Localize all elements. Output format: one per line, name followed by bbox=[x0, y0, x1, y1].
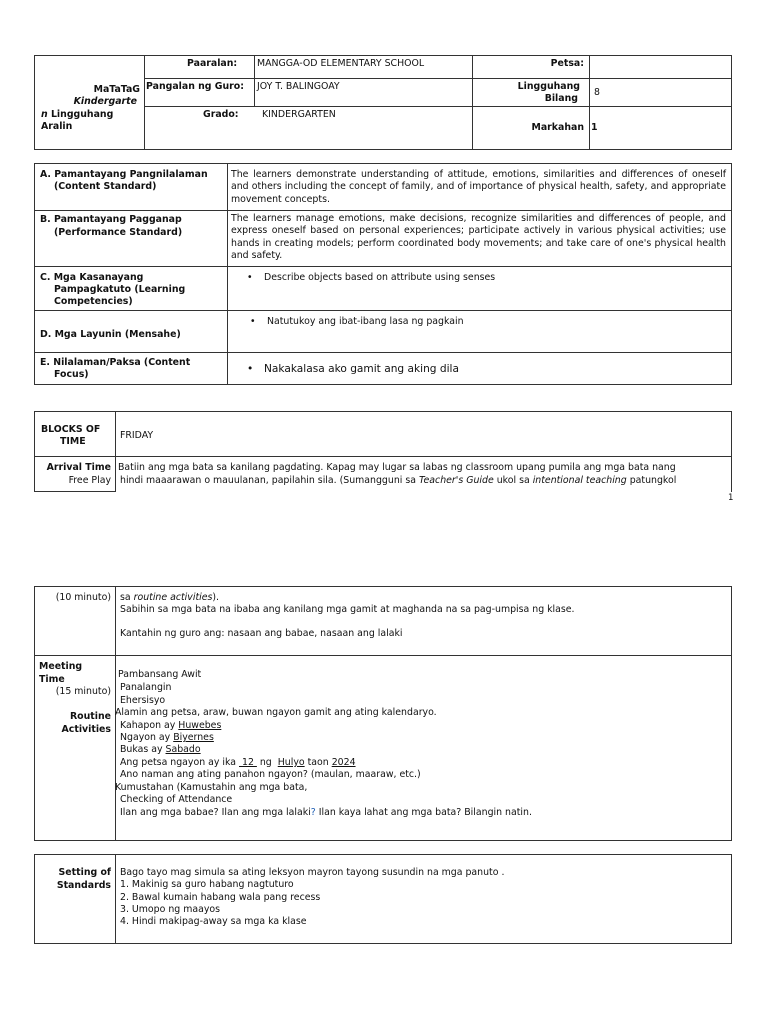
teacher-value: JOY T. BALINGOAY bbox=[257, 81, 340, 92]
blocks-divider bbox=[115, 655, 116, 841]
routine-item: Checking of Attendance bbox=[120, 794, 233, 805]
setting-standards-label: Setting of bbox=[58, 867, 111, 878]
routine-item: Alamin ang petsa, araw, buwan ngayon gamit ang ating kalendaryo. bbox=[115, 707, 437, 718]
date-label: Petsa: bbox=[550, 58, 584, 69]
blocks-divider bbox=[115, 586, 116, 656]
header-divider bbox=[144, 78, 732, 79]
week-value: 8 bbox=[594, 87, 600, 98]
day-label: FRIDAY bbox=[120, 430, 154, 441]
competencies-text: • Describe objects based on attribute using senses bbox=[264, 272, 495, 284]
competencies-label: Competencies) bbox=[54, 296, 133, 307]
objectives-text: • Natutukoy ang ibat-ibang lasa ng pagkain bbox=[267, 316, 464, 328]
standards-divider bbox=[34, 266, 732, 267]
blocks-divider bbox=[115, 854, 116, 944]
routine-item: Ilan ang mga babae? Ilan ang mga lalaki? Ilan kaya lahat ang mga bata? Bilangin natin. bbox=[120, 807, 532, 818]
routine-item: Ang petsa ngayon ay ika 12 ng Hulyo taon 2024 bbox=[120, 757, 356, 768]
week-label: Bilang bbox=[544, 93, 578, 104]
routine-activities-label: Routine bbox=[69, 711, 111, 722]
header-divider bbox=[144, 106, 732, 107]
standards-rule: 1. Makinig sa guro habang nagtuturo bbox=[120, 879, 294, 890]
setting-standards-intro: Bago tayo mag simula sa ating leksyon mayron tayong susundin na mga panuto . bbox=[120, 867, 505, 878]
lesson-title: Aralin bbox=[41, 121, 73, 132]
setting-standards-label: Standards bbox=[56, 880, 111, 891]
standards-rule: 4. Hindi makipag-away sa mga ka klase bbox=[120, 916, 307, 927]
arrival-continuation-text: sa routine activities). bbox=[120, 592, 220, 603]
header-divider bbox=[472, 55, 473, 150]
grade-label: Grado: bbox=[203, 109, 239, 120]
week-label: Lingguhang bbox=[517, 81, 580, 92]
competencies-label: C. Mga Kasanayang bbox=[40, 272, 144, 283]
routine-item: Kahapon ay Huwebes bbox=[120, 720, 222, 731]
blocks-heading: BLOCKS OF bbox=[41, 424, 101, 435]
routine-item: Panalangin bbox=[120, 682, 172, 693]
routine-item: Bukas ay Sabado bbox=[120, 744, 201, 755]
standards-divider bbox=[34, 352, 732, 353]
objectives-label: D. Mga Layunin (Mensahe) bbox=[40, 329, 181, 340]
content-standard-label: A. Pamantayang Pangnilalaman bbox=[40, 169, 208, 180]
blocks-heading: TIME bbox=[60, 436, 86, 447]
performance-standard-label: (Performance Standard) bbox=[54, 227, 183, 238]
blocks-divider bbox=[34, 456, 732, 457]
content-standard-label: (Content Standard) bbox=[54, 181, 157, 192]
competencies-label: Pampagkatuto (Learning bbox=[54, 284, 186, 295]
arrival-text: Batiin ang mga bata sa kanilang pagdating. Kapag may lugar sa labas ng classroom upang pumila ang mga bata nang bbox=[118, 462, 676, 473]
performance-standard-label: B. Pamantayang Pagganap bbox=[40, 214, 182, 225]
routine-item: Kumustahan (Kamustahin ang mga bata, bbox=[115, 782, 308, 793]
content-focus-label: Focus) bbox=[54, 369, 89, 380]
blocks-divider bbox=[115, 411, 116, 492]
arrival-time-label: Arrival Time bbox=[46, 462, 111, 473]
header-divider bbox=[254, 55, 255, 106]
routine-item: Ano naman ang ating panahon ngayon? (maulan, maaraw, etc.) bbox=[120, 769, 421, 780]
content-standard-text: The learners demonstrate understanding of attitude, emotions, similarities and differences of oneself and others including the concept of family, and of importance of physical health, safety, and appropriate movement concepts. bbox=[231, 169, 726, 205]
standards-divider bbox=[34, 210, 732, 211]
school-value: MANGGA-OD ELEMENTARY SCHOOL bbox=[257, 58, 425, 69]
standards-divider bbox=[34, 310, 732, 311]
teacher-label: Pangalan ng Guro: bbox=[146, 81, 244, 92]
meeting-time-label: Meeting bbox=[39, 661, 83, 672]
routine-item: Ehersisyo bbox=[120, 695, 166, 706]
quarter-value: 1 bbox=[591, 122, 598, 133]
content-focus-text: • Nakakalasa ako gamit ang aking dila bbox=[264, 363, 459, 375]
standards-rule: 3. Umopo ng maayos bbox=[120, 904, 220, 915]
routine-activities-label: Activities bbox=[61, 724, 111, 735]
blocks-divider bbox=[34, 491, 116, 492]
page-number: 1 bbox=[728, 493, 734, 503]
lesson-title: n Lingguhang bbox=[41, 109, 114, 120]
content-focus-label: E. Nilalaman/Paksa (Content bbox=[40, 357, 191, 368]
quarter-label: Markahan bbox=[531, 122, 584, 133]
grade-value: KINDERGARTEN bbox=[262, 109, 336, 120]
routine-item: Ngayon ay Biyernes bbox=[120, 732, 214, 743]
lesson-title: MaTaTaG bbox=[93, 84, 140, 95]
meeting-time-label: Time bbox=[39, 674, 65, 685]
duration-label: (15 minuto) bbox=[55, 686, 111, 697]
free-play-label: Free Play bbox=[68, 475, 111, 486]
routine-item: Pambansang Awit bbox=[118, 669, 202, 680]
header-divider bbox=[589, 55, 590, 150]
lesson-title: Kindergarte bbox=[73, 96, 137, 107]
header-divider bbox=[144, 55, 145, 150]
performance-standard-text: The learners manage emotions, make decisions, recognize similarities and differences of people, and express oneself based on personal experiences; participate actively in various physical activities; use hands in creating models; perform coordinated body movements; and take care of one's physical health and safety. bbox=[231, 213, 726, 262]
arrival-instruction: Sabihin sa mga bata na ibaba ang kanilang mga gamit at maghanda na sa pag-umpisa ng klase. bbox=[120, 604, 575, 615]
arrival-song: Kantahin ng guro ang: nasaan ang babae, nasaan ang lalaki bbox=[120, 628, 403, 639]
standards-rule: 2. Bawal kumain habang wala pang recess bbox=[120, 892, 321, 903]
school-label: Paaralan: bbox=[187, 58, 238, 69]
arrival-text: hindi maaarawan o mauulanan, papilahin sila. (Sumangguni sa Teacher's Guide ukol sa intentional teaching patungkol bbox=[120, 475, 677, 486]
duration-label: (10 minuto) bbox=[55, 592, 111, 603]
